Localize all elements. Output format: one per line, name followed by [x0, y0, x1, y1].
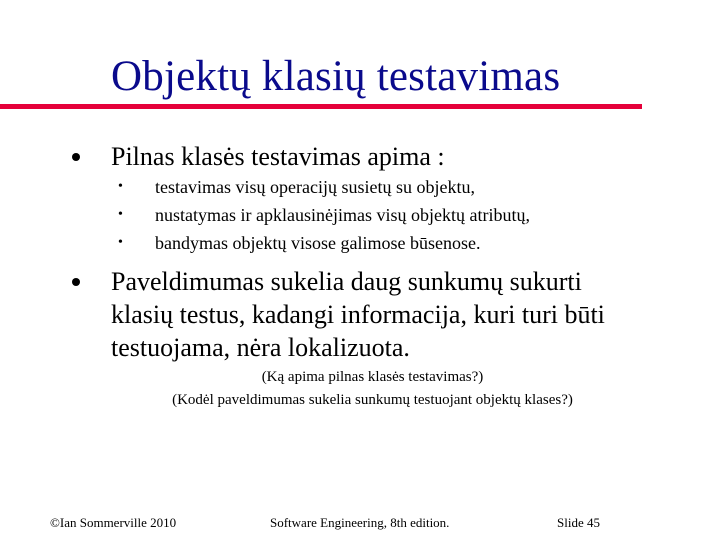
bullet-dot-icon [72, 153, 80, 161]
title-underline [0, 104, 642, 109]
footer-slide-number: Slide 45 [557, 515, 600, 530]
sub-item-1: testavimas visų operacijų susietų su objektu, [155, 177, 475, 197]
bullet-1-text: Pilnas klasės testavimas apima : [111, 142, 445, 171]
bullet-2-line-1: Paveldimumas sukelia daug sunkumų sukurti [111, 267, 582, 296]
bullet-2-line-2: klasių testus, kadangi informacija, kuri turi būti [111, 300, 605, 329]
sub-bullet-icon: • [118, 179, 123, 194]
sub-bullet-icon: • [118, 235, 123, 250]
footer-book: Software Engineering, 8th edition. [270, 515, 450, 530]
bullet-2-line-3: testuojama, nėra lokalizuota. [111, 333, 410, 362]
question-2: (Kodėl paveldimumas sukelia sunkumų testuojant objektų klases?) [172, 392, 573, 408]
sub-item-2: nustatymas ir apklausinėjimas visų objektų atributų, [155, 205, 530, 225]
bullet-dot-icon [72, 278, 80, 286]
sub-bullet-icon: • [118, 207, 123, 222]
sub-item-3: bandymas objektų visose galimose būsenose. [155, 233, 481, 253]
question-1: (Ką apima pilnas klasės testavimas?) [261, 369, 484, 385]
footer-copyright: ©Ian Sommerville 2010 [50, 515, 177, 530]
slide-title: Objektų klasių testavimas [111, 53, 561, 100]
